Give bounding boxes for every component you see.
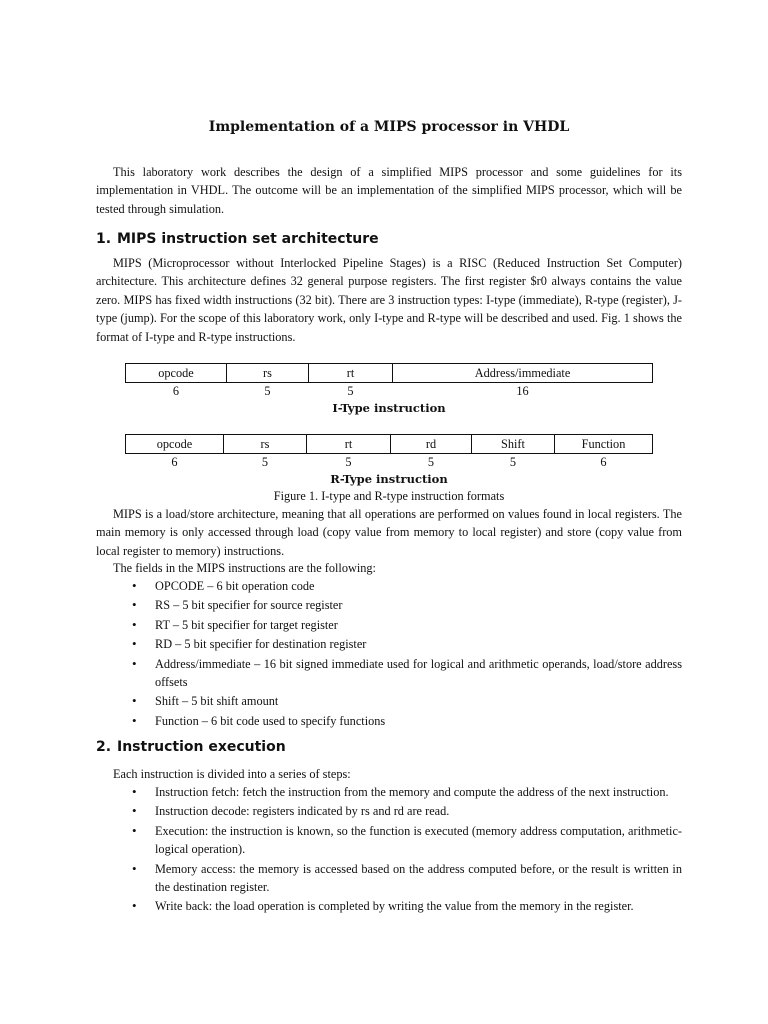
itype-format-table: [125, 363, 653, 400]
list-item: • Function – 6 bit code used to specify functions: [96, 712, 682, 730]
section-1-paragraph-2: MIPS is a load/store architecture, meaning that all operations are performed on values found in local registers. The main memory is only accessed through load (copy value from memory to local register) and store (copy value from local register to memory) instructions.: [96, 507, 682, 558]
document-title: Implementation of a MIPS processor in VHDL: [208, 119, 570, 135]
rtype-field-rs: rs: [224, 435, 307, 454]
section-2-title: Instruction execution: [117, 739, 286, 755]
rtype-field-opcode: opcode: [126, 435, 224, 454]
bullet-icon: •: [132, 860, 137, 876]
rtype-bits-rd: 5: [427, 455, 435, 469]
fields-list: [96, 577, 682, 731]
bullet-icon: •: [132, 597, 137, 613]
rtype-field-shift: Shift: [472, 435, 555, 454]
itype-caption: I-Type instruction: [332, 401, 446, 415]
list-item: • OPCODE – 6 bit operation code: [96, 577, 682, 595]
figure-1-caption: Figure 1. I-type and R-type instruction formats: [273, 489, 505, 503]
bullet-icon: •: [132, 803, 137, 819]
list-item: • Shift – 5 bit shift amount: [96, 692, 682, 710]
itype-bits-opcode: 6: [172, 384, 180, 398]
rtype-field-function: Function: [555, 435, 653, 454]
list-item: • Execution: the instruction is known, so the function is executed (memory address computation, arithmetic-logical operation).: [132, 822, 682, 857]
rtype-format-table: [125, 434, 653, 471]
rtype-field-rd: rd: [391, 435, 472, 454]
bullet-icon: •: [132, 578, 137, 593]
rtype-bits-rs: 5: [261, 455, 269, 469]
list-item: • RS – 5 bit specifier for source register: [96, 596, 682, 614]
list-item: • Memory access: the memory is accessed based on the address computed before, or the result is written in the destination register.: [132, 860, 682, 895]
bullet-icon: •: [132, 898, 137, 914]
section-1-title: MIPS instruction set architecture: [117, 231, 379, 247]
rtype-bits-opcode: 6: [171, 455, 178, 469]
bullet-icon: •: [132, 636, 137, 652]
bullet-icon: •: [132, 822, 137, 838]
intro-paragraph: This laboratory work describes the design of a simplified MIPS processor and some guidelines for its implementation in VHDL. The outcome will be an implementation of the simplified MIPS processor, which will be tested through simulation.: [96, 165, 682, 216]
bullet-icon: •: [132, 784, 137, 799]
section-2-intro: Each instruction is divided into a series of steps:: [113, 767, 351, 781]
list-item: • Instruction decode: registers indicated by rs and rd are read.: [96, 802, 682, 820]
list-item: • Write back: the load operation is completed by writing the value from the memory in the register.: [96, 897, 682, 915]
fields-intro: The fields in the MIPS instructions are the following:: [113, 561, 376, 575]
bullet-icon: •: [132, 693, 137, 709]
section-1-paragraph-1: MIPS (Microprocessor without Interlocked Pipeline Stages) is a RISC (Reduced Instruction Set Computer) architecture. This architecture defines 32 general purpose registers. The first register $r0 always contains the value zero. MIPS has fixed width instructions (32 bit). There are 3 instruction types: I-type (immediate), R-type (register), J-type (jump). For the scope of this laboratory work, only I-type and R-type will be described and used. Fig. 1 shows the format of I-type and R-type instructions.: [96, 256, 682, 344]
rtype-caption: R-Type instruction: [330, 472, 448, 486]
rtype-bits-shift: 5: [509, 455, 517, 469]
list-item: • RD – 5 bit specifier for destination register: [96, 635, 682, 653]
itype-field-opcode: opcode: [126, 364, 227, 383]
section-1-number: 1.: [96, 231, 112, 247]
list-item: • Instruction fetch: fetch the instruction from the memory and compute the address of the next instruction.: [96, 783, 682, 801]
bullet-icon: •: [132, 655, 137, 671]
list-item: • Address/immediate – 16 bit signed immediate used for logical and arithmetic operands, load/store address offsets: [132, 655, 682, 690]
list-item: • RT – 5 bit specifier for target register: [96, 616, 682, 634]
rtype-bits-rt: 5: [345, 455, 352, 469]
rtype-bits-function: 6: [600, 455, 607, 469]
itype-bits-address: 16: [516, 384, 529, 398]
bullet-icon: •: [132, 712, 137, 728]
rtype-field-rt: rt: [307, 435, 391, 454]
itype-field-rt: rt: [309, 364, 393, 383]
itype-field-address: Address/immediate: [393, 364, 653, 383]
section-2-heading: [96, 737, 286, 757]
section-2-number: 2.: [96, 739, 112, 755]
itype-bits-rt: 5: [347, 384, 354, 398]
itype-bits-rs: 5: [264, 384, 271, 398]
itype-field-rs: rs: [227, 364, 309, 383]
section-1-heading: [96, 229, 379, 249]
steps-list: [96, 783, 682, 917]
bullet-icon: •: [132, 616, 137, 632]
